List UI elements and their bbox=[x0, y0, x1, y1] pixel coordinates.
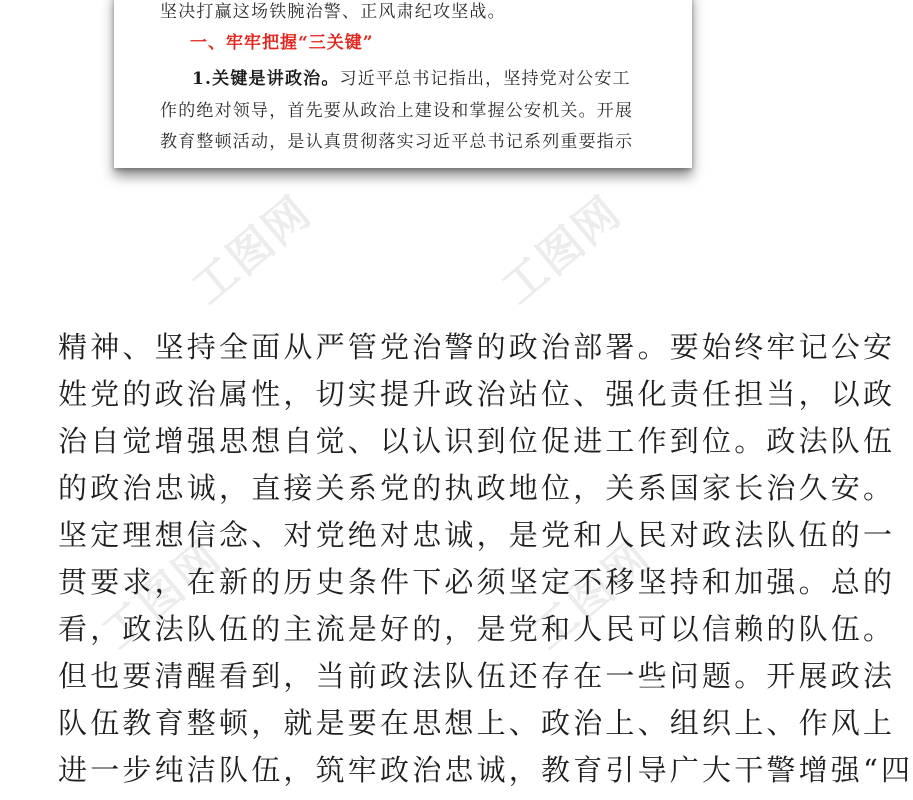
body-line: 姓党的政治属性，切实提升政治站位、强化责任担当，以政 bbox=[58, 377, 896, 411]
body-text bbox=[58, 324, 913, 794]
preview-text-line bbox=[192, 67, 631, 91]
document-preview-card bbox=[114, 0, 692, 168]
body-line: 精神、坚持全面从严管党治警的政治部署。要始终牢记公安 bbox=[58, 330, 896, 364]
body-line: 看，政法队伍的主流是好的，是党和人民可以信赖的队伍。 bbox=[58, 612, 896, 646]
body-line: 队伍教育整顿，就是要在思想上、政治上、组织上、作风上 bbox=[58, 706, 896, 740]
watermark: 工图网 bbox=[92, 531, 232, 660]
body-line: 的政治忠诚，直接关系党的执政地位，关系国家长治久安。 bbox=[58, 471, 896, 505]
watermark: 工图网 bbox=[492, 186, 632, 315]
point-text: 习近平总书记指出，坚持党对公安工 bbox=[339, 69, 631, 89]
body-line: 贯要求，在新的历史条件下必须坚定不移坚持和加强。总的 bbox=[58, 565, 896, 599]
preview-text-line: 作的绝对领导，首先要从政治上建设和掌握公安机关。开展 bbox=[160, 101, 634, 121]
preview-text-line: 坚决打赢这场铁腕治警、正风肃纪攻坚战。 bbox=[160, 2, 506, 22]
body-line: 进一步纯洁队伍，筑牢政治忠诚，教育引导广大干警增强“四 bbox=[58, 753, 913, 787]
watermark: 工图网 bbox=[522, 531, 662, 660]
preview-text-line: 教育整顿活动，是认真贯彻落实习近平总书记系列重要指示 bbox=[160, 132, 634, 152]
body-line: 但也要清醒看到，当前政法队伍还存在一些问题。开展政法 bbox=[58, 659, 896, 693]
body-line: 治自觉增强思想自觉、以认识到位促进工作到位。政法队伍 bbox=[58, 424, 896, 458]
body-line: 坚定理想信念、对党绝对忠诚，是党和人民对政法队伍的一 bbox=[58, 518, 896, 552]
point-lead: 1.关键是讲政治。 bbox=[192, 69, 340, 89]
watermark: 工图网 bbox=[182, 186, 322, 315]
section-heading: 一、牢牢把握“三关键” bbox=[190, 33, 374, 53]
